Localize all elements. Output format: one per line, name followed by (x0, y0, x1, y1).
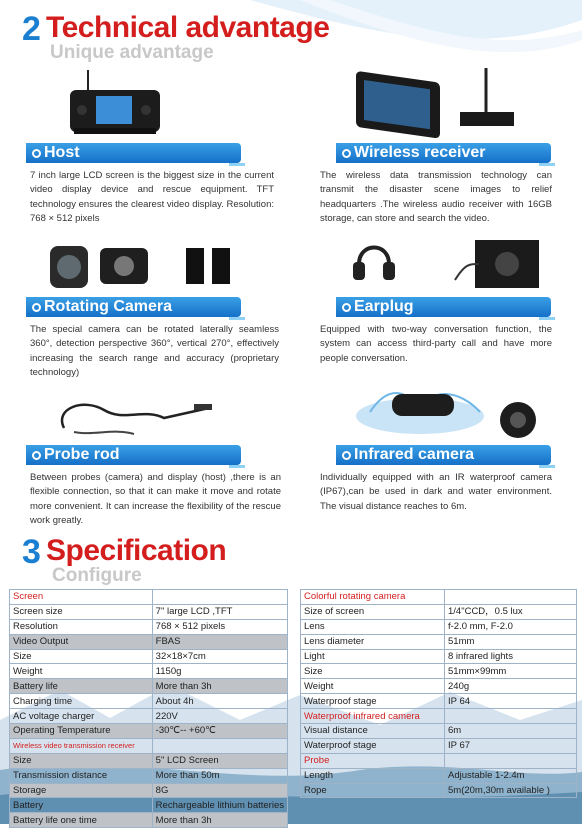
table-row (301, 619, 577, 634)
feature-title: Infrared camera (354, 446, 475, 463)
table-row (10, 798, 288, 813)
spec-label: Screen size (10, 604, 153, 619)
table-row (10, 768, 288, 783)
table-row (10, 649, 288, 664)
table-row (301, 664, 577, 679)
spec-value: 768 × 512 pixels (152, 619, 287, 634)
spec-label: Colorful rotating camera (301, 590, 445, 605)
spec-label: Waterproof stage (301, 738, 445, 753)
spec-label: Rope (301, 783, 445, 798)
bullet-circle-icon (342, 149, 351, 158)
table-section-row (301, 590, 577, 605)
bullet-circle-icon (32, 149, 41, 158)
table-row (10, 634, 288, 649)
spec-value: More than 3h (152, 679, 287, 694)
spec-value: 8 infrared lights (445, 649, 577, 664)
spec-value: About 4h (152, 694, 287, 709)
bullet-circle-icon (342, 451, 351, 460)
bullet-circle-icon (342, 303, 351, 312)
wireless-receiver-image (350, 62, 522, 140)
spec-label: Battery (10, 798, 153, 813)
spec-label: Weight (301, 679, 445, 694)
spec-label: Size of screen (301, 604, 445, 619)
feature-title: Wireless receiver (354, 144, 486, 161)
feature-bar-rotating-camera (26, 297, 241, 317)
infrared-camera-image (350, 372, 546, 444)
spec-label: Probe (301, 753, 445, 768)
spec-value (445, 590, 577, 605)
feature-title: Host (44, 144, 80, 161)
feature-desc-earplug: Equipped with two-way conversation function, the system can access third-party call and have more people conversation. (320, 324, 552, 364)
spec-value: IP 67 (445, 738, 577, 753)
feature-bar-host (26, 143, 241, 163)
section-title: Technical advantage (46, 11, 330, 44)
feature-bar-wireless-receiver (336, 143, 551, 163)
spec-value (445, 753, 577, 768)
table-section-row (301, 753, 577, 768)
spec-value: More than 3h (152, 813, 287, 828)
table-row (10, 619, 288, 634)
section-number: 2 (22, 10, 41, 48)
table-section-row (10, 590, 288, 605)
table-row (301, 604, 577, 619)
spec-label: Transmission distance (10, 768, 153, 783)
rotating-camera-image (40, 240, 245, 292)
spec-value: More than 50m (152, 768, 287, 783)
spec-value (445, 709, 577, 724)
spec-value: Rechargeable lithium batteries (152, 798, 287, 813)
table-section-row (10, 738, 288, 753)
table-row (10, 694, 288, 709)
section-subtitle: Configure (52, 565, 142, 586)
feature-desc-wireless-receiver: The wireless data transmission technology can transmit the disaster scene images to relief headquarters .The wireless audio receiver with 16GB storage, can store and search the video. (320, 170, 552, 224)
spec-value: 5m(20m,30m available ) (445, 783, 577, 798)
spec-label: Storage (10, 783, 153, 798)
table-row (10, 813, 288, 828)
spec-label: Screen (10, 590, 153, 605)
spec-table-right (300, 589, 577, 798)
spec-value: 5" LCD Screen (152, 753, 287, 768)
section-subtitle: Unique advantage (50, 42, 214, 63)
spec-label: Video Output (10, 634, 153, 649)
feature-title: Probe rod (44, 446, 120, 463)
table-row (301, 768, 577, 783)
spec-value: 1/4"CCD，0.5 lux (445, 604, 577, 619)
section-title: Specification (46, 534, 227, 567)
feature-title: Earplug (354, 298, 414, 315)
earplug-image (345, 234, 545, 292)
feature-desc-rotating-camera: The special camera can be rotated laterally seamless 360°, detection perspective 360°, vertical 270°, effectively increasing the search range and accuracy (proprietary technology) (30, 324, 279, 378)
spec-label: Lens (301, 619, 445, 634)
table-row (301, 649, 577, 664)
spec-value (152, 738, 287, 753)
spec-value: 240g (445, 679, 577, 694)
spec-value: -30℃-- +60℃ (152, 724, 287, 739)
spec-label: Wireless video transmission receiver (10, 738, 153, 753)
feature-desc-infrared-camera: Individually equipped with an IR waterproof camera (IP67),can be used in dark and water environment. The visual distance reaches to 6m. (320, 472, 552, 512)
feature-desc-host: 7 inch large LCD screen is the biggest size in the current video display device and rescue equipment. TFT technology ensures the clearest video display. Resolution: 768 × 512 pixels (30, 170, 274, 224)
table-row (301, 783, 577, 798)
spec-label: Waterproof infrared camera (301, 709, 445, 724)
table-row (301, 724, 577, 739)
table-row (301, 634, 577, 649)
feature-title: Rotating Camera (44, 298, 173, 315)
spec-value: IP 64 (445, 694, 577, 709)
spec-value: 51mm×99mm (445, 664, 577, 679)
table-row (10, 783, 288, 798)
table-row (10, 724, 288, 739)
host-device-image (60, 68, 170, 140)
spec-label: Weight (10, 664, 153, 679)
spec-label: Charging time (10, 694, 153, 709)
table-row (10, 604, 288, 619)
spec-label: AC voltage charger (10, 709, 153, 724)
spec-label: Size (301, 664, 445, 679)
bullet-circle-icon (32, 451, 41, 460)
table-section-row (301, 709, 577, 724)
spec-label: Size (10, 753, 153, 768)
feature-bar-earplug (336, 297, 551, 317)
probe-rod-image (44, 388, 216, 444)
feature-bar-probe-rod (26, 445, 241, 465)
spec-value: 51mm (445, 634, 577, 649)
spec-label: Size (10, 649, 153, 664)
table-row (10, 753, 288, 768)
table-row (301, 679, 577, 694)
spec-value: 8G (152, 783, 287, 798)
table-row (301, 738, 577, 753)
feature-desc-probe-rod: Between probes (camera) and display (host) ,there is an flexible connection, so that it can make it move and rotate more convenient. It can increase the flexibility of the rescue work greatly. (30, 472, 281, 526)
spec-label: Resolution (10, 619, 153, 634)
spec-value: 7" large LCD ,TFT (152, 604, 287, 619)
spec-label: Lens diameter (301, 634, 445, 649)
table-row (10, 709, 288, 724)
spec-label: Operating Temperature (10, 724, 153, 739)
spec-value: f-2.0 mm, F-2.0 (445, 619, 577, 634)
spec-label: Battery life (10, 679, 153, 694)
spec-value: 6m (445, 724, 577, 739)
spec-label: Waterproof stage (301, 694, 445, 709)
table-row (10, 679, 288, 694)
spec-value: 220V (152, 709, 287, 724)
table-row (301, 694, 577, 709)
spec-value (152, 590, 287, 605)
spec-label: Visual distance (301, 724, 445, 739)
spec-label: Light (301, 649, 445, 664)
spec-value: Adjustable 1-2.4m (445, 768, 577, 783)
spec-label: Length (301, 768, 445, 783)
bullet-circle-icon (32, 303, 41, 312)
spec-value: 32×18×7cm (152, 649, 287, 664)
spec-table-left (9, 589, 288, 828)
spec-value: FBAS (152, 634, 287, 649)
spec-value: 1150g (152, 664, 287, 679)
feature-bar-infrared-camera (336, 445, 551, 465)
section-number: 3 (22, 533, 41, 571)
spec-label: Battery life one time (10, 813, 153, 828)
table-row (10, 664, 288, 679)
